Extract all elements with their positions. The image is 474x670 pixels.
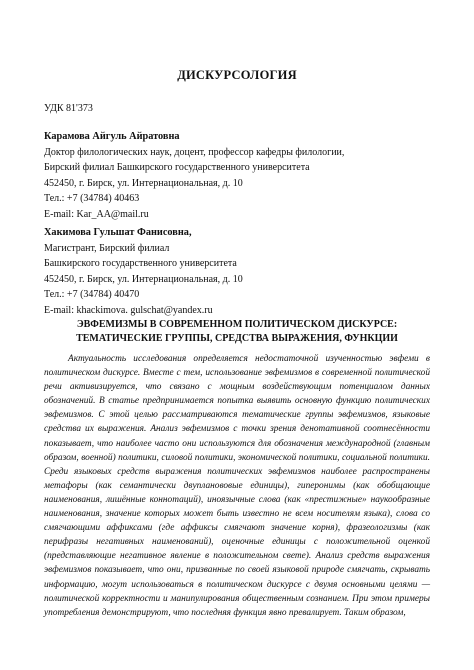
article-title [40,318,434,346]
udk-code: УДК 81'373 [44,103,93,114]
author-position: Магистрант, Бирский филиал [44,242,170,254]
article-title-line: ТЕМАТИЧЕСКИЕ ГРУППЫ, СРЕДСТВА ВЫРАЖЕНИЯ, ФУНКЦИИ [76,333,398,344]
author-email: E-mail: khackimova. gulschat@yandex.ru [44,304,213,316]
author-block [44,225,243,318]
author-address: 452450, г. Бирск, ул. Интернациональная, д. 10 [44,177,243,189]
author-position: Доктор филологических наук, доцент, профессор кафедры филологии, [44,146,345,158]
author-email: E-mail: Kar_AA@mail.ru [44,208,149,220]
author-affiliation: Бирский филиал Башкирского государственного университета [44,162,310,173]
author-name: Карамова Айгуль Айратовна [44,131,180,142]
author-phone: Тел.: +7 (34784) 40470 [44,289,140,300]
author-phone: Тел.: +7 (34784) 40463 [44,193,140,204]
abstract-text: Актуальность исследования определяется недостаточной изученностью эвфеми в политическом дискурсе. Вместе с тем, использование эвфемизмов в современной политической речи активизируется, что связано с мощным воздействующим потенциалом данных обозначений. В статье предпринимается попытка выявить основную функцию политических эвфемизмов. С этой целью рассматриваются тематические группы эвфемизмов, языковые средства их выражения. Анализ эвфемизмов с точки зрения денотативной соотнесённости показывает, что наиболее часто они используются для обозначения международной (главным образом, военной) политики, силовой политики, экономической политики, социальной политики. Среди языковых средств выражения политических эвфемизмов наиболее распространены метафоры (как семантически двупланововые единицы), гиперонимы (как обобщающие наименования, лишённые коннотаций), иноязычные слова (как «престижные» наукообразные наименования, значение которых может быть известно не всем носителям языка), слова со смягчающими аффиксами (где аффиксы смягчают значение корня), фразеологизмы (как перифразы негативных наименований), оценочные единицы с положительной оценкой (представляющие негативное явление в положительном свете). Анализ средств выражения эвфемизмов показывает, что они, призванные по своей языковой природе смягчать, скрывать информацию, могут использоваться в политическом дискурсе с двумя основными целями — политической корректности и манипулирования общественным сознанием. При этом примеры употребления демонстрируют, что последняя функция явно превалирует. Таким образом, [44,354,430,618]
author-block [44,129,344,222]
section-title: ДИСКУРСОЛОГИЯ [177,68,297,82]
article-title-line: ЭВФЕМИЗМЫ В СОВРЕМЕННОМ ПОЛИТИЧЕСКОМ ДИСКУРСЕ: [76,319,398,330]
author-address: 452450, г. Бирск, ул. Интернациональная, д. 10 [44,273,243,285]
author-name: Хакимова Гульшат Фанисовна, [44,227,192,238]
author-affiliation: Башкирского государственного университета [44,258,237,269]
